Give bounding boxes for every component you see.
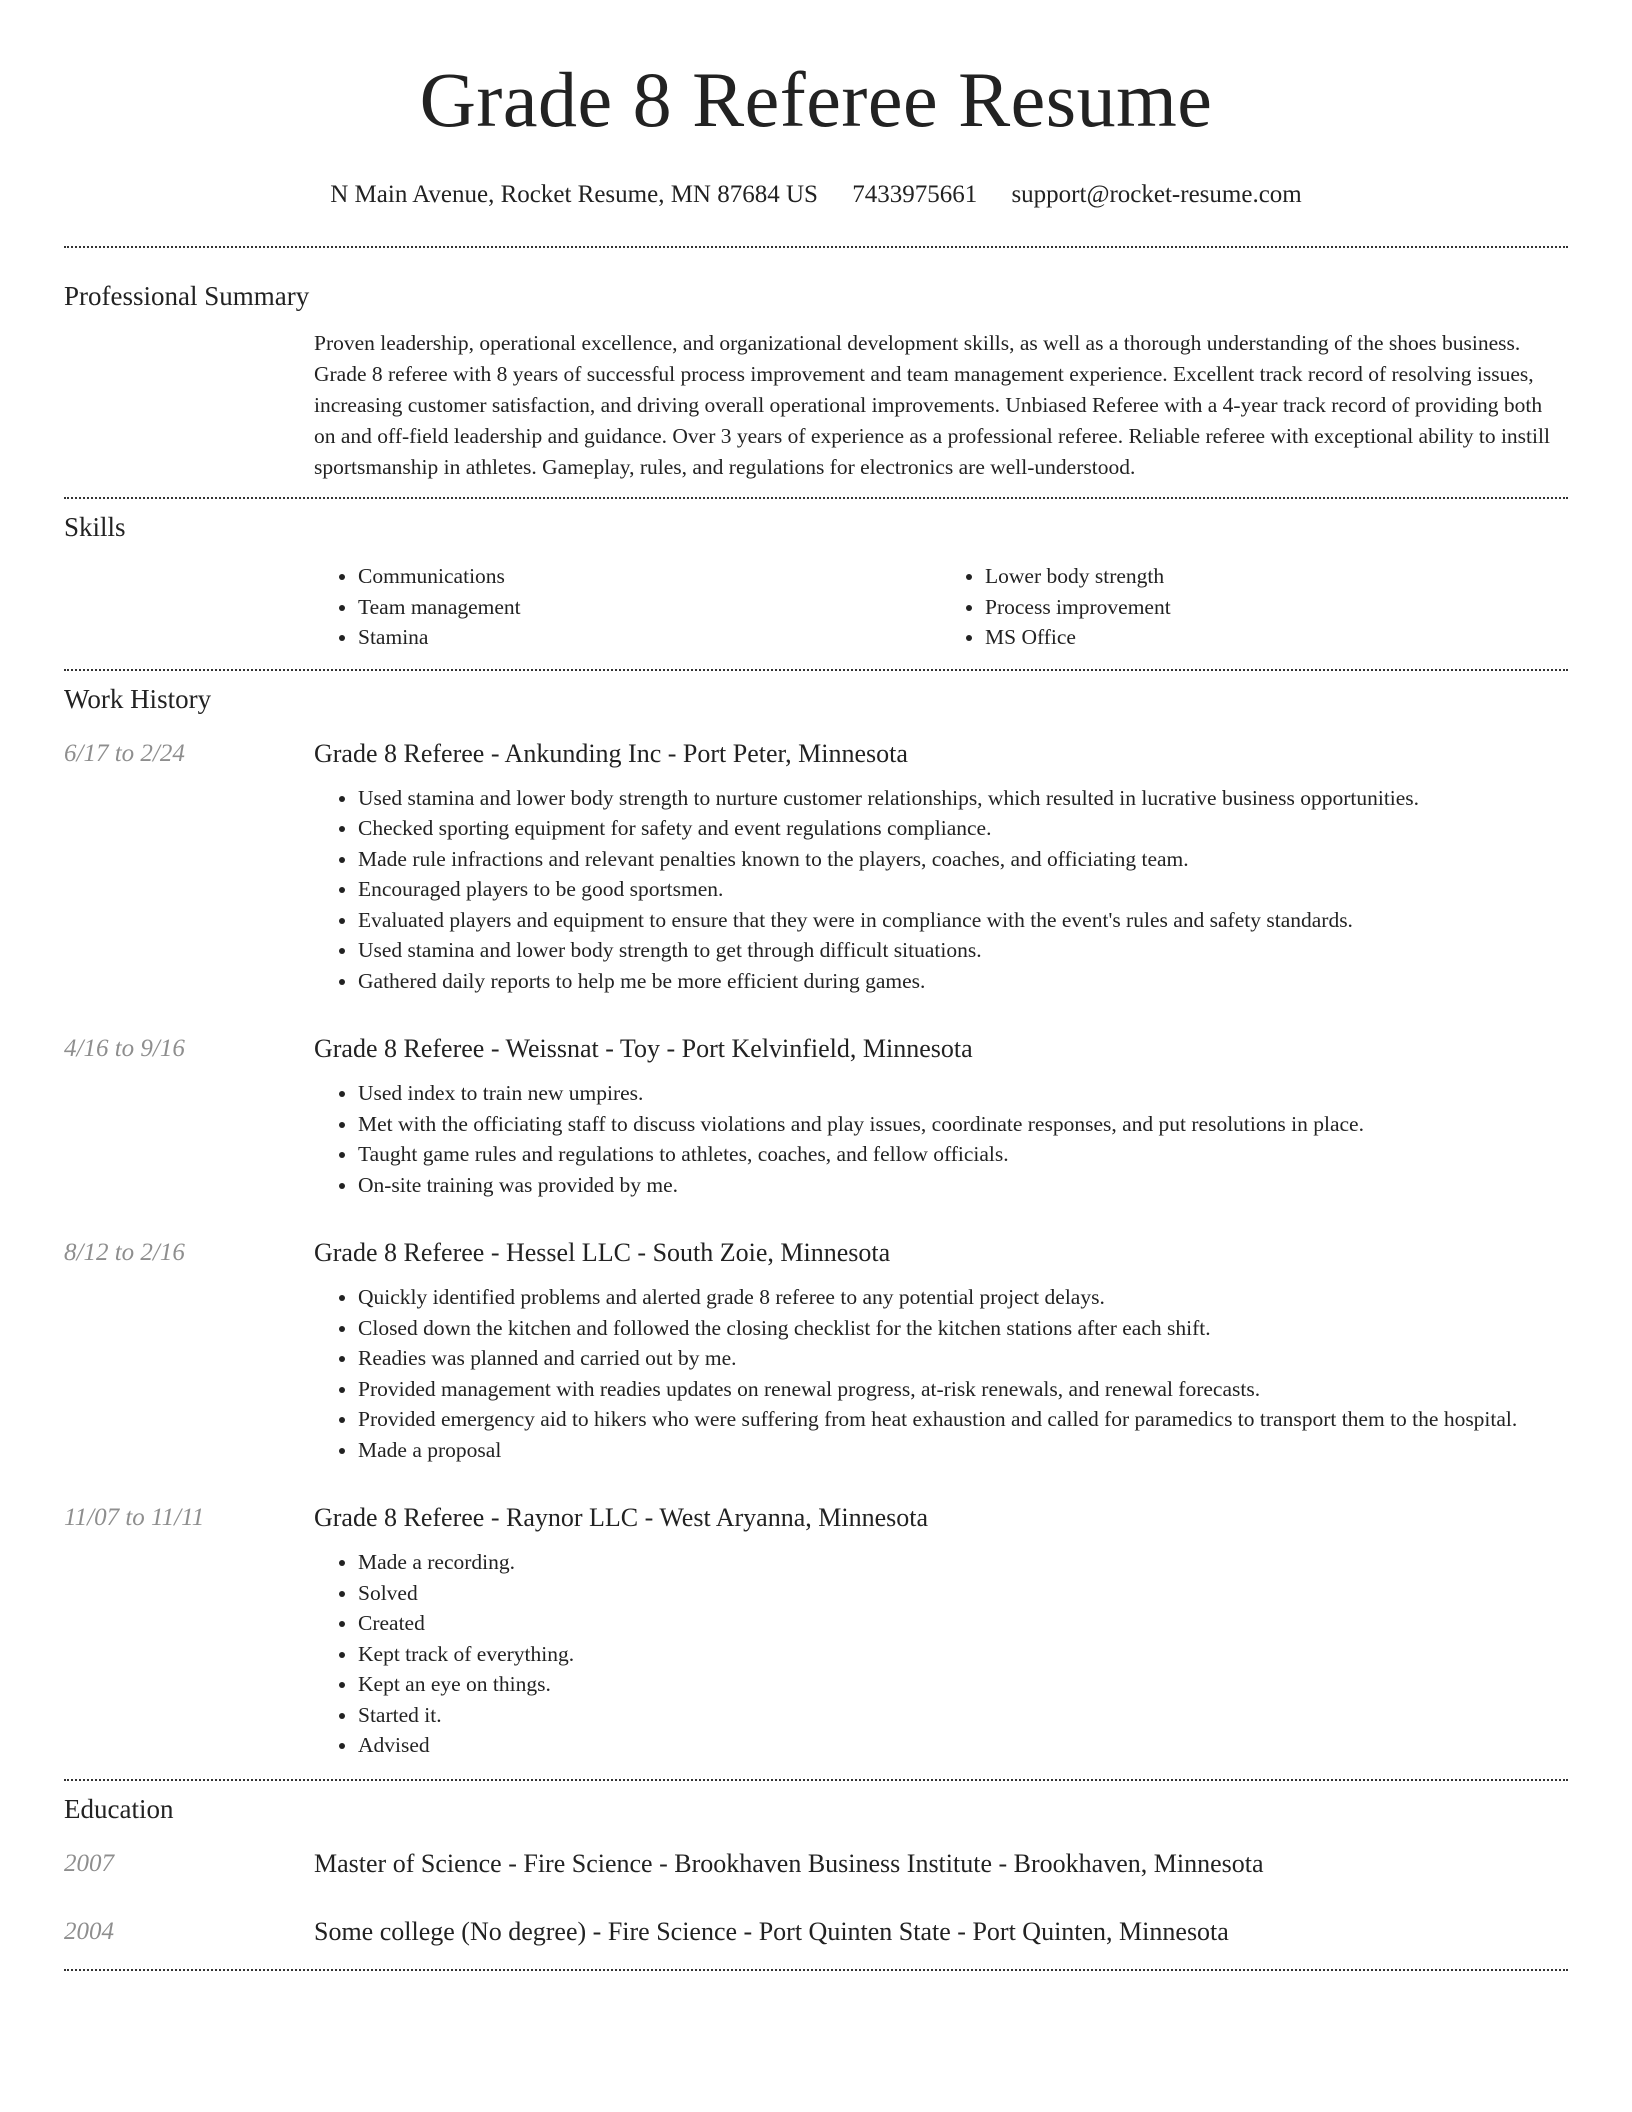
summary-section [64,248,1568,483]
job-bullet: • Quickly identified problems and alerted grade 8 referee to any potential project delays. [358,1282,1568,1313]
job-entry [64,1236,1568,1465]
job-bullets [314,783,1568,997]
skill-item: • Team management [358,592,941,623]
skill-item: • Lower body strength [985,561,1568,592]
job-entry [64,737,1568,997]
skills-list [314,561,1568,653]
job-bullet: • On-site training was provided by me. [358,1170,1568,1201]
work-section [64,671,1568,1761]
job-bullet: • Encouraged players to be good sportsmen. [358,874,1568,905]
job-bullet: • Used index to train new umpires. [358,1078,1568,1109]
skill-item: • Communications [358,561,941,592]
education-degree: Master of Science - Fire Science - Brookhaven Business Institute - Brookhaven, Minnesota [314,1848,1264,1878]
job-bullet: • Checked sporting equipment for safety and event regulations compliance. [358,813,1568,844]
job-bullet: • Used stamina and lower body strength to nurture customer relationships, which resulted in lucrative business opportunities. [358,783,1568,814]
skills-column-right [941,561,1568,653]
contact-line [64,178,1568,212]
job-bullet: • Met with the officiating staff to discuss violations and play issues, coordinate responses, and put resolutions in place. [358,1109,1568,1140]
job-title: Grade 8 Referee - Ankunding Inc - Port Peter, Minnesota [314,738,908,768]
job-bullet: • Kept track of everything. [358,1639,1568,1670]
job-dates: 4/16 to 9/16 [64,1035,185,1062]
section-title-education: Education [64,1793,174,1824]
education-entry [64,1915,1568,1949]
job-bullet: • Gathered daily reports to help me be more efficient during games. [358,966,1568,997]
resume-title: Grade 8 Referee Resume [419,56,1213,143]
job-title: Grade 8 Referee - Weissnat - Toy - Port Kelvinfield, Minnesota [314,1034,973,1063]
section-title-work: Work History [64,683,212,714]
job-entry [64,1501,1568,1761]
job-bullet: • Advised [358,1730,1568,1761]
job-bullet: • Provided emergency aid to hikers who were suffering from heat exhaustion and called for paramedics to transport them to the hospital. [358,1404,1568,1435]
phone: 7433975661 [852,181,978,208]
job-bullet: • Evaluated players and equipment to ensure that they were in compliance with the event's rules and safety standards. [358,905,1568,936]
job-dates: 11/07 to 11/11 [64,1504,205,1531]
section-title-skills: Skills [64,512,126,542]
skills-column-left [314,561,941,653]
job-bullet: • Kept an eye on things. [358,1669,1568,1700]
job-bullet: • Taught game rules and regulations to athletes, coaches, and fellow officials. [358,1139,1568,1170]
education-year: 2004 [64,1917,114,1945]
education-degree: Some college (No degree) - Fire Science - Port Quinten State - Port Quinten, Minnesota [314,1916,1229,1946]
education-entry [64,1847,1568,1881]
job-entry [64,1032,1568,1200]
job-bullet: • Made a recording. [358,1547,1568,1578]
email: support@rocket-resume.com [1011,181,1302,208]
job-bullet: • Used stamina and lower body strength to get through difficult situations. [358,935,1568,966]
job-bullet: • Closed down the kitchen and followed the closing checklist for the kitchen stations after each shift. [358,1313,1568,1344]
job-bullet: • Solved [358,1578,1568,1609]
job-title: Grade 8 Referee - Hessel LLC - South Zoie, Minnesota [314,1238,891,1267]
skill-item: • Process improvement [985,592,1568,623]
job-bullets [314,1078,1568,1200]
skill-item: • Stamina [358,622,941,653]
education-section [64,1781,1568,1949]
job-title: Grade 8 Referee - Raynor LLC - West Aryanna, Minnesota [314,1503,929,1532]
skills-section [64,499,1568,653]
job-dates: 6/17 to 2/24 [64,739,185,767]
job-bullets [314,1282,1568,1465]
job-bullet: • Made a proposal [358,1435,1568,1466]
job-bullet: • Provided management with readies updates on renewal progress, at-risk renewals, and renewal forecasts. [358,1374,1568,1405]
section-title-summary: Professional Summary [64,281,310,311]
job-bullets [314,1547,1568,1761]
skill-item: • MS Office [985,622,1568,653]
job-bullet: • Readies was planned and carried out by me. [358,1343,1568,1374]
education-year: 2007 [64,1849,114,1877]
divider [64,1969,1568,1971]
address: N Main Avenue, Rocket Resume, MN 87684 US [330,181,818,208]
job-bullet: • Made rule infractions and relevant penalties known to the players, coaches, and officiating team. [358,844,1568,875]
summary-text: Proven leadership, operational excellence, and organizational development skills, as well as a thorough understanding of the shoes business. Grade 8 referee with 8 years of successful process improvement and team management experience. Excellent track record of resolving issues, increasing customer satisfaction, and driving overall operational improvements. Unbiased Referee with a 4-year track record of providing both on and off-field leadership and guidance. Over 3 years of experience as a professional referee. Reliable referee with exceptional ability to instill sportsmanship in athletes. Gameplay, rules, and regulations for electronics are well-understood. [314,331,1550,479]
job-bullet: • Created [358,1608,1568,1639]
job-dates: 8/12 to 2/16 [64,1239,185,1266]
job-bullet: • Started it. [358,1700,1568,1731]
